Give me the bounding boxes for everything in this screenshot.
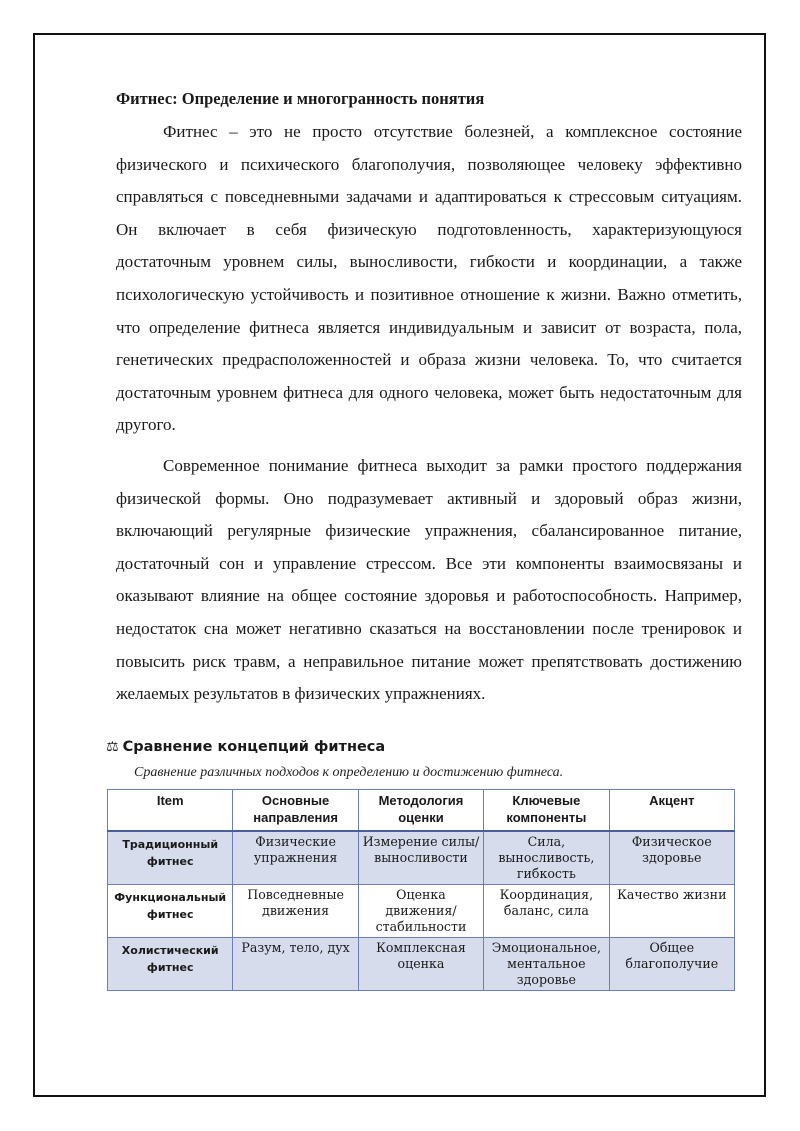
table-cell: Измерение силы/выносливости: [358, 831, 483, 885]
table-header-row: [108, 789, 735, 831]
table-cell: Комплексная оценка: [358, 937, 483, 990]
table-cell: Сила, выносливость, гибкость: [484, 831, 609, 885]
table-cell: Координация, баланс, сила: [484, 884, 609, 937]
table-cell: Эмоциональное, ментальное здоровье: [484, 937, 609, 990]
column-header: Методология оценки: [358, 789, 483, 831]
column-header: Акцент: [609, 789, 734, 831]
paragraph-2: Современное понимание фитнеса выходит за рамки простого поддержания физической формы. Оно подразумевает активный и здоровый образ жизни, включающий регулярные физические упражнения, сбалансированное питание, достаточный сон и управление стрессом. Все эти компоненты взаимосвязаны и оказывают влияние на общее состояние здоровья и работоспособность. Например, недостаток сна может негативно сказаться на восстановлении после тренировок и повысить риск травм, а неправильное питание может препятствовать достижению желаемых результатов в физических упражнениях.: [116, 455, 742, 704]
row-header: Холистический фитнес: [108, 937, 233, 990]
paragraph-1: Фитнес – это не просто отсутствие болезней, а комплексное состояние физического и психического благополучия, позволяющее человеку эффективно справляться с повседневными задачами и адаптироваться к стрессовым ситуациям. Он включает в себя физическую подготовленность, характеризующуюся достаточным уровнем силы, выносливости, гибкости и координации, а также психологическую устойчивость и позитивное отношение к жизни. Важно отметить, что определение фитнеса является индивидуальным и зависит от возраста, пола, генетических предрасположенностей и образа жизни человека. То, что считается достаточным уровнем фитнеса для одного человека, может быть недостаточным для другого.: [116, 122, 742, 435]
table-cell: Физическое здоровье: [609, 831, 734, 885]
row-header: Функциональный фитнес: [108, 884, 233, 937]
table-cell: Качество жизни: [609, 884, 734, 937]
table-title: [106, 737, 742, 757]
column-header: Ключевые компоненты: [484, 789, 609, 831]
column-header: Item: [108, 789, 233, 831]
table-cell: Оценка движения/стабильности: [358, 884, 483, 937]
section-heading: Фитнес: Определение и многогранность понятия: [116, 89, 485, 108]
scale-icon: ⚖: [106, 738, 119, 755]
table-title-text: Сравнение концепций фитнеса: [122, 738, 386, 755]
table-cell: Физические упражнения: [233, 831, 358, 885]
table-row: [108, 831, 735, 885]
comparison-table: [107, 789, 735, 991]
table-caption: Сравнение различных подходов к определению и достижению фитнеса.: [134, 764, 564, 780]
table-cell: Повседневные движения: [233, 884, 358, 937]
column-header: Основные направления: [233, 789, 358, 831]
table-cell: Общее благополучие: [609, 937, 734, 990]
document-body: [106, 86, 742, 991]
table-cell: Разум, тело, дух: [233, 937, 358, 990]
row-header: Традиционный фитнес: [108, 831, 233, 885]
table-row: [108, 884, 735, 937]
table-row: [108, 937, 735, 990]
